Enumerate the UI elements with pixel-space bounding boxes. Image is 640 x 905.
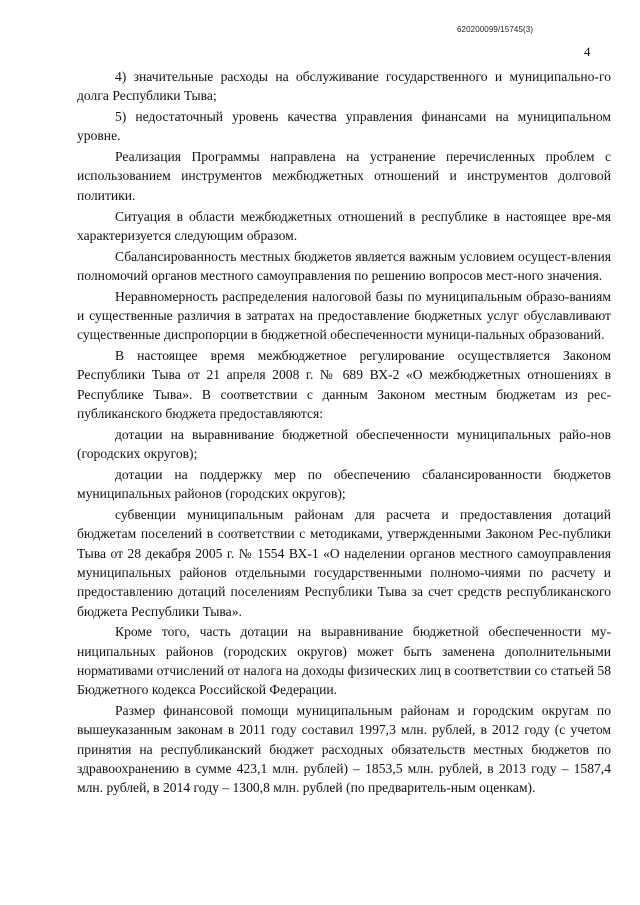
paragraph: Неравномерность распределения налоговой базы по муниципальным образо-ваниям и существенные различия в затратах на предоставление бюджетных услуг обуславливают существенные диспропорции в бюджетной обеспеченности муници-пальных образований.: [77, 288, 611, 343]
paragraph: Сбалансированность местных бюджетов является важным условием осущест-вления полномочий органов местного самоуправления по решению вопросов мест-ного значения.: [77, 248, 611, 283]
paragraph: 4) значительные расходы на обслуживание государственного и муниципально-го долга Республики Тыва;: [77, 69, 611, 104]
body-text: [77, 67, 611, 797]
paragraph: дотации на выравнивание бюджетной обеспеченности муниципальных райо-нов (городских округов);: [77, 426, 611, 462]
paragraph: Ситуация в области межбюджетных отношений в республике в настоящее вре-мя характеризуется следующим образом.: [77, 208, 611, 243]
paragraph: Реализация Программы направлена на устранение перечисленных проблем с использованием инструментов межбюджетных отношений и инструментов долговой политики.: [77, 149, 611, 203]
paragraph: дотации на поддержку мер по обеспечению сбалансированности бюджетов муниципальных районов (городских округов);: [77, 466, 611, 502]
page-number: 4: [584, 44, 591, 59]
paragraph: Кроме того, часть дотации на выравнивание бюджетной обеспеченности му-ниципальных районов (городских округов) может быть заменена дополнительными нормативами отчислений от налога на доходы физических лиц в соответствии со статьей 58 Бюджетного кодекса Российской Федерации.: [77, 624, 611, 698]
paragraph: 5) недостаточный уровень качества управления финансами на муниципальном уровне.: [77, 109, 611, 144]
paragraph: В настоящее время межбюджетное регулирование осуществляется Законом Республики Тыва от 21 апреля 2008 г. № 689 ВХ-2 «О межбюджетных отношениях в Республике Тыва». В соответствии с данным Законом местным бюджетам из рес-публиканского бюджета предоставляются:: [77, 348, 611, 422]
paragraph: Размер финансовой помощи муниципальным районам и городским округам по вышеуказанным законам в 2011 году составил 1997,3 млн. рублей, в 2012 году (с учетом принятия на республиканский бюджет расходных обязательств местных бюджетов по здравоохранению в сумме 423,1 млн. рублей) – 1853,5 млн. рублей, в 2013 году – 1587,4 млн. рублей, в 2014 году – 1300,8 млн. рублей (по предваритель-ным оценкам).: [77, 703, 611, 796]
document-id: 620200099/15745(3): [457, 25, 534, 34]
paragraph: субвенции муниципальным районам для расчета и предоставления дотаций бюджетам поселений в соответствии с методиками, утвержденными Законом Рес-публики Тыва от 28 декабря 2005 г. № 1554 ВХ-1 «О наделении органов местного самоуправления муниципальных районов отдельными государственными полномо-чиями по расчету и предоставлению дотаций поселениям Республики Тыва за счет средств республиканского бюджета Республики Тыва».: [77, 507, 611, 619]
